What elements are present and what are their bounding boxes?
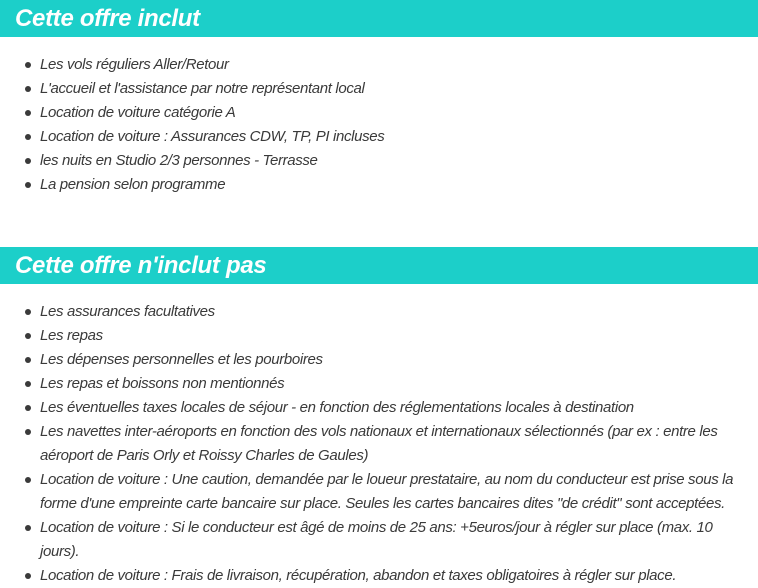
list-item-text: Les dépenses personnelles et les pourboires bbox=[40, 351, 323, 368]
bullet-icon bbox=[25, 110, 31, 116]
list-item-text: La pension selon programme bbox=[40, 176, 226, 193]
bullet-icon bbox=[25, 86, 31, 92]
bullet-icon bbox=[25, 333, 31, 339]
list-item-text: Les éventuelles taxes locales de séjour - en fonction des réglementations locales à destination bbox=[40, 399, 634, 416]
list-item-text: Les repas bbox=[40, 327, 103, 344]
bullet-icon bbox=[25, 134, 31, 140]
list-item-text: Location de voiture : Frais de livraison, récupération, abandon et taxes obligatoires à régler sur place. bbox=[40, 567, 677, 584]
list-item bbox=[0, 300, 758, 324]
list-item bbox=[0, 516, 758, 564]
list-item bbox=[0, 468, 758, 516]
list-item-text: Location de voiture : Assurances CDW, TP, PI incluses bbox=[40, 128, 385, 145]
list-item bbox=[0, 564, 758, 588]
included-list bbox=[0, 53, 758, 197]
included-section-title: Cette offre inclut bbox=[0, 0, 758, 37]
list-item bbox=[0, 77, 758, 101]
bullet-icon bbox=[25, 405, 31, 411]
list-item-text: L'accueil et l'assistance par notre représentant local bbox=[40, 80, 365, 97]
bullet-icon bbox=[25, 477, 31, 483]
list-item-text: Location de voiture : Si le conducteur est âgé de moins de 25 ans: +5euros/jour à régler sur place (max. 10 jours). bbox=[40, 519, 713, 560]
list-item bbox=[0, 53, 758, 77]
bullet-icon bbox=[25, 62, 31, 68]
list-item-text: Les navettes inter-aéroports en fonction des vols nationaux et internationaux sélectionnés (par ex : entre les aéroport de Paris Orly et Roissy Charles de Gaules) bbox=[40, 423, 718, 464]
bullet-icon bbox=[25, 573, 31, 579]
excluded-section-title: Cette offre n'inclut pas bbox=[0, 247, 758, 284]
list-item bbox=[0, 372, 758, 396]
excluded-list bbox=[0, 300, 758, 588]
list-item bbox=[0, 173, 758, 197]
list-item bbox=[0, 101, 758, 125]
list-item-text: Les assurances facultatives bbox=[40, 303, 215, 320]
list-item bbox=[0, 348, 758, 372]
bullet-icon bbox=[25, 158, 31, 164]
list-item bbox=[0, 324, 758, 348]
bullet-icon bbox=[25, 429, 31, 435]
list-item bbox=[0, 420, 758, 468]
bullet-icon bbox=[25, 525, 31, 531]
list-item-text: Les vols réguliers Aller/Retour bbox=[40, 56, 229, 73]
list-item-text: Les repas et boissons non mentionnés bbox=[40, 375, 285, 392]
bullet-icon bbox=[25, 357, 31, 363]
bullet-icon bbox=[25, 182, 31, 188]
list-item bbox=[0, 149, 758, 173]
list-item bbox=[0, 396, 758, 420]
list-item bbox=[0, 125, 758, 149]
list-item-text: Location de voiture : Une caution, demandée par le loueur prestataire, au nom du conducteur est prise sous la forme d'une empreinte carte bancaire sur place. Seules les cartes bancaires dites "de crédit" sont acceptées. bbox=[40, 471, 734, 512]
list-item-text: les nuits en Studio 2/3 personnes - Terrasse bbox=[40, 152, 318, 169]
bullet-icon bbox=[25, 381, 31, 387]
list-item-text: Location de voiture catégorie A bbox=[40, 104, 236, 121]
bullet-icon bbox=[25, 309, 31, 315]
